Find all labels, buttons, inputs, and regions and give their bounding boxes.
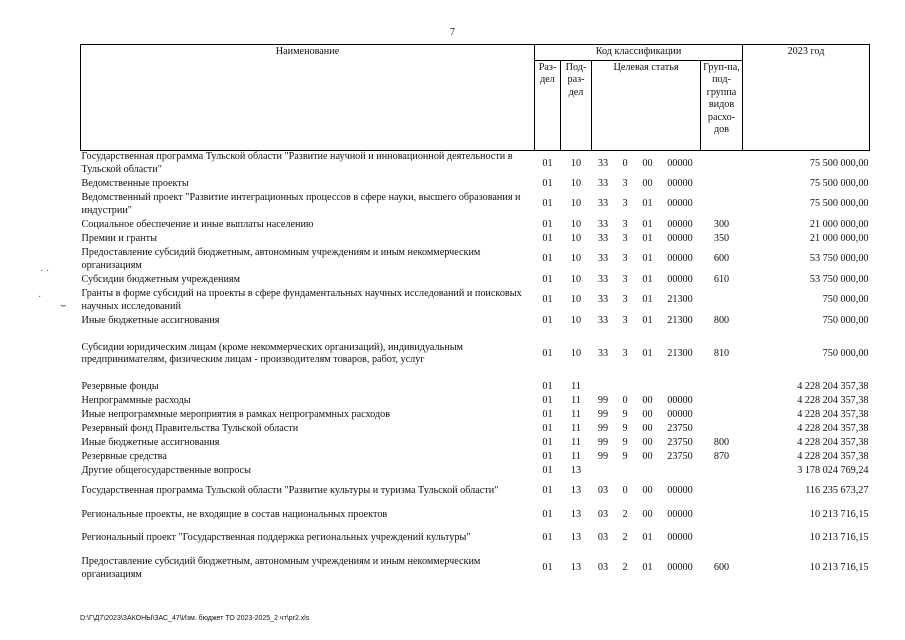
cell-amount: 75 500 000,00 — [809, 157, 869, 169]
cell-g — [701, 422, 743, 436]
budget-table — [80, 44, 870, 585]
cell-t3: 01 — [642, 532, 653, 544]
cell-t4: 00000 — [667, 157, 693, 169]
cell-amount: 10 213 716,15 — [809, 532, 869, 544]
cell-name: Ведомственный проект "Развитие интеграционных процессов в сфере науки, высшего образования и индустрии" — [81, 192, 521, 216]
cell-amount: 3 178 024 769,24 — [797, 464, 869, 476]
cell-name: Резервный фонд Правительства Тульской области — [81, 422, 299, 434]
page-number: 7 — [450, 27, 455, 38]
cell-r: 01 — [542, 294, 553, 306]
cell-t3 — [636, 380, 660, 394]
cell-t4: 00000 — [667, 408, 693, 420]
cell-r: 01 — [542, 314, 553, 326]
cell-name: Гранты в форме субсидий на проекты в сфере фундаментальных научных исследований и поисковых научных исследований — [81, 288, 522, 312]
cell-p: 13 — [570, 464, 582, 476]
cell-r: 01 — [542, 273, 553, 285]
cell-t1: 33 — [597, 177, 609, 189]
table-row — [81, 408, 870, 422]
cell-g — [701, 478, 743, 505]
table-row — [81, 525, 870, 552]
cell-t1: 99 — [597, 422, 609, 434]
cell-p: 13 — [570, 508, 582, 520]
cell-t3 — [636, 464, 660, 478]
table-row — [81, 380, 870, 394]
cell-t1: 33 — [597, 314, 609, 326]
cell-t1: 33 — [597, 232, 609, 244]
margin-mark: ⌣ — [60, 300, 67, 311]
cell-amount: 4 228 204 357,38 — [797, 380, 869, 392]
cell-amount: 21 000 000,00 — [809, 232, 869, 244]
cell-amount: 750 000,00 — [822, 347, 869, 359]
cell-g — [701, 177, 743, 191]
cell-r: 01 — [542, 394, 553, 406]
cell-t4: 00000 — [667, 273, 693, 285]
cell-amount: 4 228 204 357,38 — [797, 450, 869, 462]
cell-t4: 23750 — [667, 436, 693, 448]
cell-t2: 0 — [622, 394, 628, 406]
cell-p: 11 — [571, 394, 581, 406]
cell-t3: 01 — [642, 273, 653, 285]
cell-t1: 99 — [597, 394, 609, 406]
table-row — [81, 436, 870, 450]
cell-r: 01 — [542, 198, 553, 210]
cell-name: Государственная программа Тульской области "Развитие культуры и туризма Тульской области" — [81, 485, 499, 497]
cell-p: 13 — [570, 532, 582, 544]
cell-name: Предоставление субсидий бюджетным, автономным учреждениям и иным некоммерческим организациям — [81, 556, 481, 580]
cell-r: 01 — [542, 422, 553, 434]
cell-t2: 0 — [622, 485, 628, 497]
cell-t4: 21300 — [667, 314, 693, 326]
cell-t2: 9 — [622, 408, 628, 420]
cell-t4: 00000 — [667, 218, 693, 230]
cell-t1: 33 — [597, 273, 609, 285]
cell-r: 01 — [542, 232, 553, 244]
cell-g: 870 — [713, 450, 730, 462]
cell-t1: 03 — [597, 562, 609, 574]
cell-name: Непрограммные расходы — [81, 394, 191, 406]
cell-t1: 33 — [597, 157, 609, 169]
header-razdel: Раз-дел — [535, 60, 561, 150]
table-row — [81, 328, 870, 380]
cell-r: 01 — [542, 532, 553, 544]
cell-t2 — [615, 464, 636, 478]
cell-amount: 10 213 716,15 — [809, 562, 869, 574]
cell-t1: 03 — [597, 532, 609, 544]
cell-amount: 21 000 000,00 — [809, 218, 869, 230]
cell-p: 10 — [570, 347, 582, 359]
cell-t1: 33 — [597, 253, 609, 265]
cell-p: 11 — [571, 380, 581, 392]
cell-amount: 750 000,00 — [822, 314, 869, 326]
cell-t4: 00000 — [667, 508, 693, 520]
cell-amount: 116 235 673,27 — [805, 485, 869, 497]
table-row — [81, 150, 870, 177]
cell-t4: 21300 — [667, 347, 693, 359]
header-podrazdel: Под-раз-дел — [561, 60, 592, 150]
margin-mark: · — [38, 292, 42, 303]
cell-t4: 00000 — [667, 562, 693, 574]
cell-r: 01 — [542, 157, 553, 169]
cell-t1: 99 — [597, 436, 609, 448]
cell-t3: 01 — [642, 218, 653, 230]
cell-p: 11 — [571, 422, 581, 434]
table-row — [81, 218, 870, 232]
cell-t1: 99 — [597, 450, 609, 462]
cell-r: 01 — [542, 177, 553, 189]
cell-t1 — [592, 464, 615, 478]
cell-t4: 00000 — [667, 198, 693, 210]
header-group: Груп-па, под-группа видов расхо-дов — [701, 60, 743, 150]
table-row — [81, 177, 870, 191]
cell-name: Резервные средства — [81, 450, 167, 462]
cell-t2: 9 — [622, 422, 628, 434]
cell-name: Иные непрограммные мероприятия в рамках непрограммных расходов — [81, 408, 391, 420]
cell-r: 01 — [542, 408, 553, 420]
cell-t2 — [615, 380, 636, 394]
cell-p: 10 — [570, 232, 582, 244]
cell-g: 600 — [713, 253, 730, 265]
cell-t3: 01 — [642, 232, 653, 244]
cell-p: 10 — [570, 314, 582, 326]
table-row — [81, 422, 870, 436]
cell-p: 10 — [570, 218, 582, 230]
cell-amount: 750 000,00 — [822, 294, 869, 306]
cell-r: 01 — [542, 485, 553, 497]
cell-t3: 00 — [642, 157, 653, 169]
cell-p: 10 — [570, 198, 582, 210]
cell-t2: 3 — [622, 218, 628, 230]
cell-t2: 3 — [622, 232, 628, 244]
cell-g — [701, 408, 743, 422]
cell-t1 — [592, 380, 615, 394]
cell-name: Субсидии бюджетным учреждениям — [81, 273, 241, 285]
cell-amount: 75 500 000,00 — [809, 177, 869, 189]
cell-name: Региональный проект "Государственная поддержка региональных учреждений культуры" — [81, 532, 471, 544]
cell-t3: 00 — [642, 177, 653, 189]
cell-t4: 00000 — [667, 232, 693, 244]
cell-amount: 4 228 204 357,38 — [797, 408, 869, 420]
cell-t4: 00000 — [667, 253, 693, 265]
cell-t4: 23750 — [667, 450, 693, 462]
cell-g: 350 — [713, 232, 730, 244]
cell-t3: 01 — [642, 314, 653, 326]
cell-t2: 9 — [622, 450, 628, 462]
cell-r: 01 — [542, 218, 553, 230]
cell-g: 600 — [713, 562, 730, 574]
table-row — [81, 505, 870, 525]
cell-r: 01 — [542, 450, 553, 462]
cell-p: 11 — [571, 450, 581, 462]
cell-amount: 75 500 000,00 — [809, 198, 869, 210]
cell-p: 13 — [570, 485, 582, 497]
cell-g: 610 — [713, 273, 730, 285]
cell-t3: 00 — [642, 436, 653, 448]
header-classification: Код классификации — [535, 45, 743, 61]
table-row — [81, 246, 870, 273]
cell-t3: 00 — [642, 450, 653, 462]
cell-name: Иные бюджетные ассигнования — [81, 314, 220, 326]
cell-name: Государственная программа Тульской области "Развитие научной и инновационной деятельности в Тульской области" — [81, 151, 513, 175]
cell-t2: 3 — [622, 294, 628, 306]
cell-name: Другие общегосударственные вопросы — [81, 464, 251, 476]
cell-t2: 3 — [622, 253, 628, 265]
cell-r: 01 — [542, 464, 553, 476]
cell-g — [701, 380, 743, 394]
cell-t3: 01 — [642, 253, 653, 265]
cell-t3: 01 — [642, 198, 653, 210]
cell-r: 01 — [542, 508, 553, 520]
cell-t1: 03 — [597, 485, 609, 497]
cell-t2: 0 — [622, 157, 628, 169]
cell-t2: 2 — [622, 508, 628, 520]
header-year: 2023 год — [743, 45, 870, 151]
cell-p: 11 — [571, 408, 581, 420]
cell-r: 01 — [542, 253, 553, 265]
cell-g: 810 — [713, 347, 730, 359]
cell-amount: 4 228 204 357,38 — [797, 422, 869, 434]
header-name: Наименование — [81, 45, 535, 151]
cell-name: Иные бюджетные ассигнования — [81, 436, 220, 448]
cell-t4: 21300 — [667, 294, 693, 306]
table-row — [81, 314, 870, 328]
cell-amount: 53 750 000,00 — [809, 273, 869, 285]
table-row — [81, 478, 870, 505]
cell-g: 800 — [713, 436, 730, 448]
table-row — [81, 394, 870, 408]
cell-amount: 10 213 716,15 — [809, 508, 869, 520]
cell-t2: 3 — [622, 347, 628, 359]
cell-r: 01 — [542, 436, 553, 448]
cell-t4: 00000 — [667, 532, 693, 544]
margin-mark: · · — [40, 266, 50, 277]
cell-g — [701, 287, 743, 314]
cell-p: 11 — [571, 436, 581, 448]
cell-t4 — [660, 464, 701, 478]
cell-t1: 33 — [597, 294, 609, 306]
cell-amount: 4 228 204 357,38 — [797, 394, 869, 406]
cell-t4: 00000 — [667, 177, 693, 189]
cell-t3: 01 — [642, 347, 653, 359]
cell-t2: 3 — [622, 177, 628, 189]
cell-name: Субсидии юридическим лицам (кроме некоммерческих организаций), индивидуальным предпринимателям, физическим лицам - производителям товаров, работ, услуг — [81, 341, 463, 365]
cell-p: 10 — [570, 177, 582, 189]
cell-t1: 99 — [597, 408, 609, 420]
cell-t3: 00 — [642, 422, 653, 434]
cell-t1: 33 — [597, 347, 609, 359]
cell-t2: 3 — [622, 314, 628, 326]
file-path-footer: D:\Г\Д7\2023\ЗАКОНЫ\ЗАС_47\Изм. бюджет ТО 2023-2025_2 чт\pr2.xls — [80, 615, 310, 622]
cell-g — [701, 505, 743, 525]
table-row — [81, 450, 870, 464]
cell-t4: 00000 — [667, 485, 693, 497]
cell-g — [701, 394, 743, 408]
cell-name: Предоставление субсидий бюджетным, автономным учреждениям и иным некоммерческим организациям — [81, 247, 481, 271]
cell-g — [701, 150, 743, 177]
cell-t2: 3 — [622, 198, 628, 210]
cell-name: Резервные фонды — [81, 380, 159, 392]
cell-t1: 33 — [597, 218, 609, 230]
cell-amount: 53 750 000,00 — [809, 253, 869, 265]
cell-t3: 00 — [642, 508, 653, 520]
cell-r: 01 — [542, 347, 553, 359]
cell-g: 300 — [713, 218, 730, 230]
cell-t2: 3 — [622, 273, 628, 285]
cell-t3: 00 — [642, 408, 653, 420]
cell-t3: 00 — [642, 485, 653, 497]
cell-name: Ведомственные проекты — [81, 177, 189, 189]
cell-t2: 9 — [622, 436, 628, 448]
table-row — [81, 191, 870, 218]
table-row — [81, 287, 870, 314]
cell-g — [701, 191, 743, 218]
table-row — [81, 464, 870, 478]
cell-p: 10 — [570, 273, 582, 285]
cell-p: 13 — [570, 562, 582, 574]
cell-name: Премии и гранты — [81, 232, 157, 244]
cell-t2: 2 — [622, 532, 628, 544]
cell-p: 10 — [570, 253, 582, 265]
cell-r: 01 — [542, 380, 553, 392]
table-row — [81, 552, 870, 585]
cell-t4: 23750 — [667, 422, 693, 434]
cell-t1: 33 — [597, 198, 609, 210]
cell-p: 10 — [570, 157, 582, 169]
cell-g: 800 — [713, 314, 730, 326]
table-row — [81, 232, 870, 246]
cell-t4 — [660, 380, 701, 394]
cell-t3: 01 — [642, 562, 653, 574]
cell-t4: 00000 — [667, 394, 693, 406]
cell-t1: 03 — [597, 508, 609, 520]
cell-t3: 01 — [642, 294, 653, 306]
cell-t3: 00 — [642, 394, 653, 406]
cell-name: Региональные проекты, не входящие в состав национальных проектов — [81, 508, 388, 520]
cell-t2: 2 — [622, 562, 628, 574]
table-row — [81, 273, 870, 287]
cell-r: 01 — [542, 562, 553, 574]
cell-p: 10 — [570, 294, 582, 306]
header-target: Целевая статья — [592, 60, 701, 150]
cell-name: Социальное обеспечение и иные выплаты населению — [81, 218, 314, 230]
cell-g — [701, 525, 743, 552]
cell-g — [701, 464, 743, 478]
cell-amount: 4 228 204 357,38 — [797, 436, 869, 448]
